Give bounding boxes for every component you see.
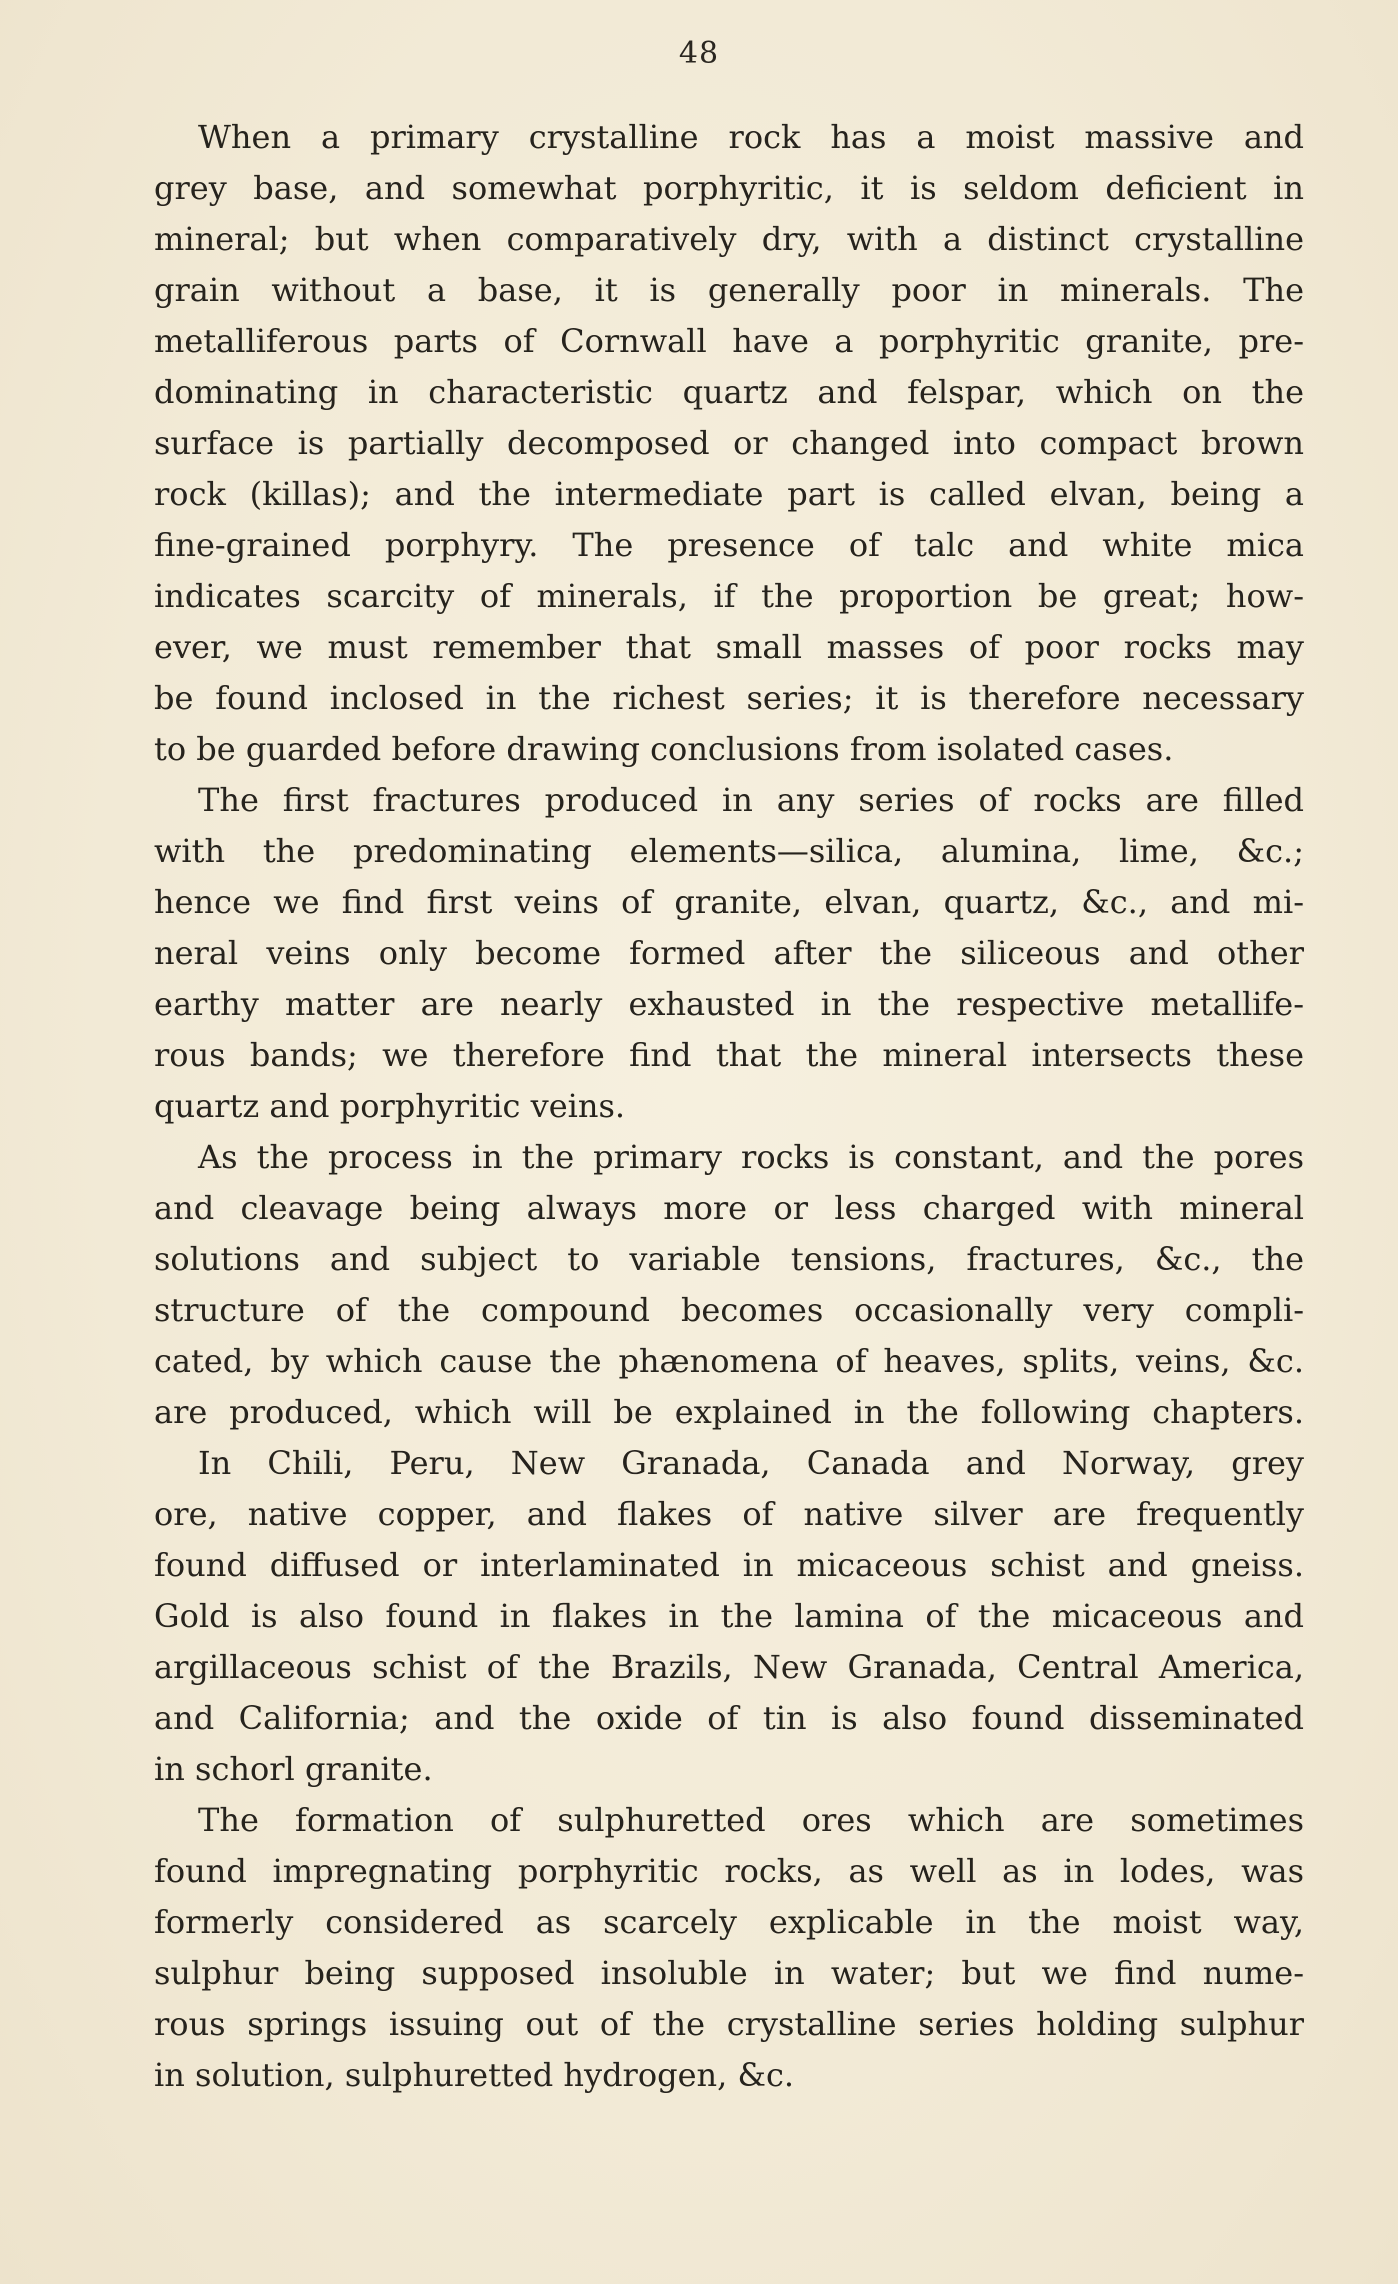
paragraph-4 [154, 1438, 1304, 1795]
paragraph-3 [154, 1132, 1304, 1438]
text-line: ever, we must remember that small masses of poor rocks may [154, 628, 1304, 666]
text-line: hence we find first veins of granite, elvan, quartz, &c., and mi- [154, 883, 1304, 921]
text-line: with the predominating elements—silica, alumina, lime, &c.; [154, 832, 1304, 870]
text-line: grain without a base, it is generally poor in minerals. The [154, 271, 1304, 309]
text-line: The formation of sulphuretted ores which are sometimes [198, 1801, 1304, 1839]
text-line: ore, native copper, and flakes of native silver are frequently [154, 1495, 1304, 1533]
text-line: to be guarded before drawing conclusions from isolated cases. [154, 730, 1174, 768]
text-line: The first fractures produced in any series of rocks are filled [198, 781, 1304, 819]
text-line: formerly considered as scarcely explicable in the moist way, [154, 1903, 1304, 1941]
text-line: in schorl granite. [154, 1750, 433, 1788]
text-line: neral veins only become formed after the siliceous and other [154, 934, 1304, 972]
text-line: indicates scarcity of minerals, if the proportion be great; how- [154, 577, 1304, 615]
text-line: surface is partially decomposed or changed into compact brown [154, 424, 1304, 462]
text-line: found impregnating porphyritic rocks, as well as in lodes, was [154, 1852, 1304, 1890]
text-line: rous springs issuing out of the crystalline series holding sulphur [154, 2005, 1304, 2043]
text-line: dominating in characteristic quartz and felspar, which on the [154, 373, 1304, 411]
body-text [154, 112, 1304, 2101]
text-line: argillaceous schist of the Brazils, New Granada, Central America, [154, 1648, 1304, 1686]
text-line: sulphur being supposed insoluble in water; but we find nume- [154, 1954, 1304, 1992]
text-line: In Chili, Peru, New Granada, Canada and Norway, grey [198, 1444, 1304, 1482]
page-number: 48 [678, 36, 720, 71]
text-line: earthy matter are nearly exhausted in the respective metallife- [154, 985, 1304, 1023]
text-line: As the process in the primary rocks is constant, and the pores [198, 1138, 1304, 1176]
paragraph-2 [154, 775, 1304, 1132]
text-line: be found inclosed in the richest series; it is therefore necessary [154, 679, 1304, 717]
text-line: rock (killas); and the intermediate part is called elvan, being a [154, 475, 1304, 513]
text-line: in solution, sulphuretted hydrogen, &c. [154, 2056, 795, 2094]
text-line: mineral; but when comparatively dry, with a distinct crystalline [154, 220, 1304, 258]
text-line: fine-grained porphyry. The presence of talc and white mica [154, 526, 1304, 564]
text-line: structure of the compound becomes occasionally very compli- [154, 1291, 1304, 1329]
text-line: grey base, and somewhat porphyritic, it is seldom deficient in [154, 169, 1304, 207]
text-line: found diffused or interlaminated in micaceous schist and gneiss. [154, 1546, 1304, 1584]
text-line: quartz and porphyritic veins. [154, 1087, 626, 1125]
text-line: and California; and the oxide of tin is also found disseminated [154, 1699, 1304, 1737]
paragraph-1 [154, 112, 1304, 775]
text-line: rous bands; we therefore find that the mineral intersects these [154, 1036, 1304, 1074]
text-line: are produced, which will be explained in the following chapters. [154, 1393, 1304, 1431]
text-line: and cleavage being always more or less charged with mineral [154, 1189, 1304, 1227]
text-line: cated, by which cause the phænomena of heaves, splits, veins, &c. [154, 1342, 1304, 1380]
text-line: When a primary crystalline rock has a moist massive and [198, 118, 1304, 156]
text-line: solutions and subject to variable tensions, fractures, &c., the [154, 1240, 1304, 1278]
text-line: metalliferous parts of Cornwall have a porphyritic granite, pre- [154, 322, 1304, 360]
text-line: Gold is also found in flakes in the lamina of the micaceous and [154, 1597, 1304, 1635]
paragraph-5 [154, 1795, 1304, 2101]
